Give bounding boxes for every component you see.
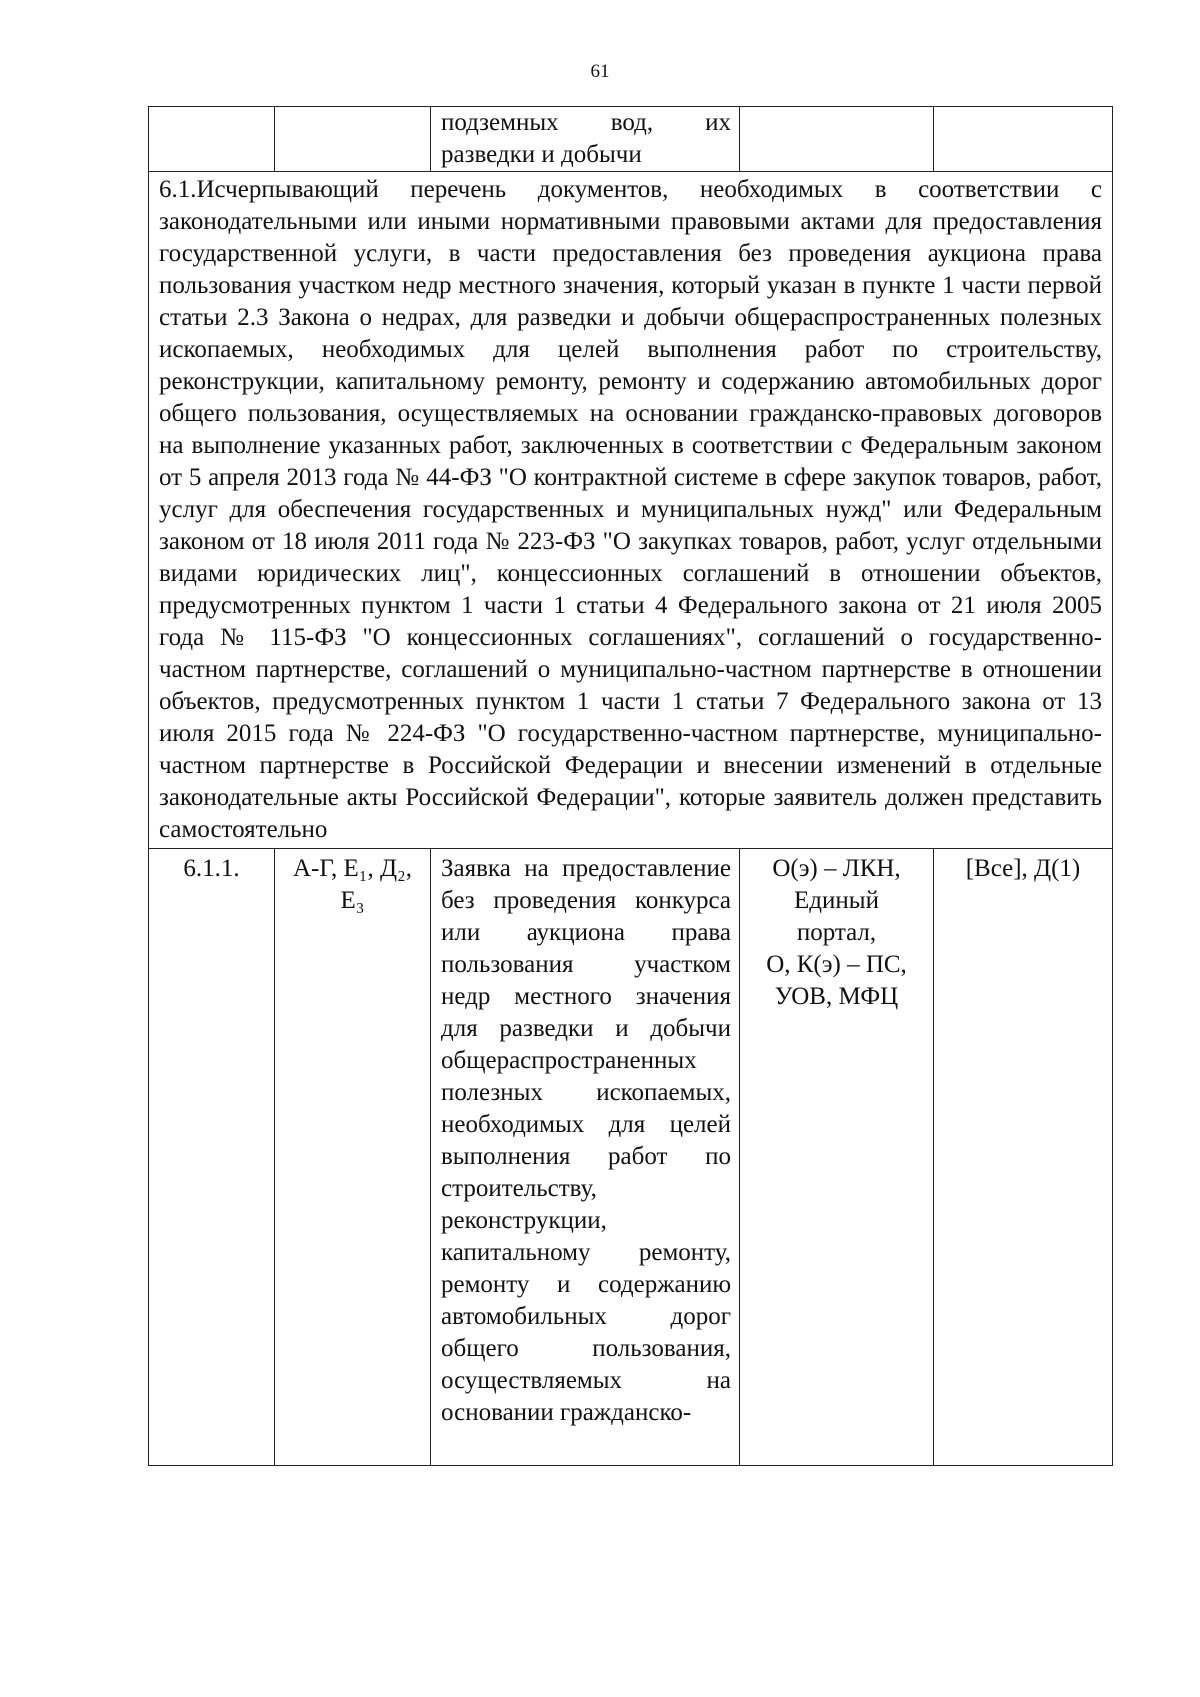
cell-empty-condition bbox=[934, 107, 1113, 172]
cell-empty-submission bbox=[740, 107, 934, 172]
continued-description-line1: подземных вод, их bbox=[441, 109, 731, 136]
section-6-1-text: 6.1.Исчерпывающий перечень документов, необходимых в соответствии с законодательными или иными нормативными правовыми актами для предоставления государственной услуги, в части предоставления без проведения аукциона права пользования участком недр местного значения, который указан в пункте 1 части первой статьи 2.3 Закона о недрах, для разведки и добычи общераспространенных полезных ископаемых, необходимых для целей выполнения работ по строительству, реконструкции, капитальному ремонту, ремонту и содержанию автомобильных дорог общего пользования, осуществляемых на основании гражданско-правовых договоров на выполнение указанных работ, заключенных в соответствии с Федеральным законом от 5 апреля 2013 года № 44-ФЗ "О контрактной системе в сфере закупок товаров, работ, услуг для обеспечения государственных и муниципальных нужд" или Федеральным законом от 18 июля 2011 года № 223-ФЗ "О закупках товаров, работ, услуг отдельными видами юридических лиц", концессионных соглашений в отношении объектов, предусмотренных пунктом 1 части 1 статьи 4 Федерального закона от 21 июля 2005 года № 115-ФЗ "О концессионных соглашениях", соглашений о государственно-частном партнерстве, соглашений о муниципально-частном партнерстве в отношении объектов, предусмотренных пунктом 1 части 1 статьи 7 Федерального закона от 13 июля 2015 года № 224-ФЗ "О государственно-частном партнерстве, муниципально-частном партнерстве в Российской Федерации и внесении изменений в отдельные законодательные акты Российской Федерации", которые заявитель должен представить самостоятельно bbox=[159, 176, 1102, 843]
table-row-6-1-1 bbox=[149, 849, 1113, 1466]
document-description: Заявка на предоставление без проведения конкурса или аукциона права пользования участком недр местного значения для разведки и добычи общераспространенных полезных ископаемых, необходимых для целей выполнения работ по строительству, реконструкции, капитальному ремонту, ремонту и содержанию автомобильных дорог общего пользования, осуществляемых на основании гражданско- bbox=[431, 849, 740, 1466]
cell-empty-number bbox=[149, 107, 275, 172]
page-number: 61 bbox=[590, 61, 610, 82]
condition: [Все], Д(1) bbox=[934, 849, 1113, 1466]
documents-table bbox=[148, 106, 1113, 1466]
continued-description-line2: разведки и добычи bbox=[441, 141, 642, 168]
section-heading-cell bbox=[149, 172, 1113, 849]
table-row-continuation bbox=[149, 107, 1113, 172]
submission-method: О(э) – ЛКН, Единый портал, О, К(э) – ПС, УОВ, МФЦ bbox=[740, 849, 934, 1466]
cell-empty-codes bbox=[275, 107, 431, 172]
row-number: 6.1.1. bbox=[149, 849, 275, 1466]
section-heading-row bbox=[149, 172, 1113, 849]
cell-continued-description bbox=[431, 107, 740, 172]
applicant-codes: А-Г, Е₁, Д₂, Е₃ bbox=[275, 849, 431, 1466]
